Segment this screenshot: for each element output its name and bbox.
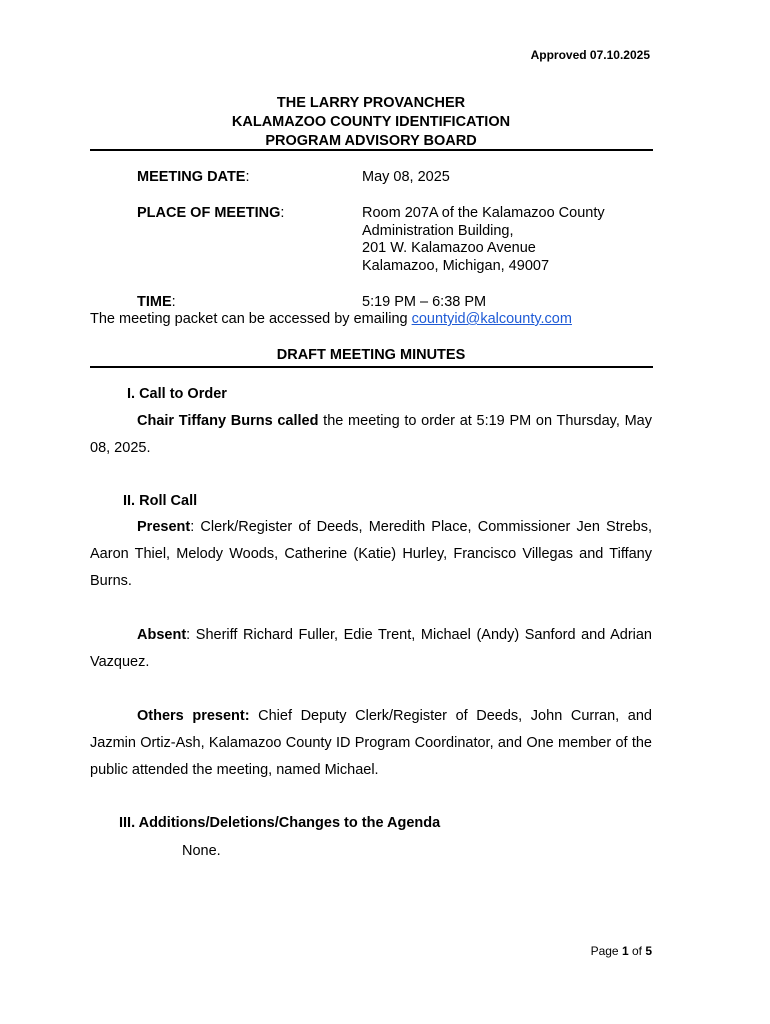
- place-label: PLACE OF MEETING:: [137, 205, 285, 221]
- title-divider: [90, 149, 653, 151]
- others-present-paragraph: Others present: Chief Deputy Clerk/Register of Deeds, John Curran, and Jazmin Ortiz-Ash, Kalamazoo County ID Program Coordinator, and One member of the public attended the meeting, named Michael.: [90, 708, 652, 778]
- section-agenda-changes-heading: III. Additions/Deletions/Changes to the Agenda: [119, 815, 441, 831]
- minutes-title: DRAFT MEETING MINUTES: [276, 347, 466, 363]
- document-title: [90, 94, 652, 151]
- packet-notice: The meeting packet can be accessed by emailing countyid@kalcounty.com: [90, 311, 572, 327]
- meeting-date-value: May 08, 2025: [362, 169, 450, 185]
- present-paragraph: Present: Clerk/Register of Deeds, Meredith Place, Commissioner Jen Strebs, Aaron Thiel, Melody Woods, Catherine (Katie) Hurley, Francisco Villegas and Tiffany Burns.: [90, 519, 652, 589]
- minutes-divider: [90, 366, 653, 368]
- page-number: Page 1 of 5: [590, 944, 652, 958]
- time-label: TIME:: [137, 294, 176, 310]
- title-line-2: KALAMAZOO COUNTY IDENTIFICATION: [231, 114, 511, 130]
- agenda-changes-text: None.: [182, 843, 221, 859]
- section-call-to-order-heading: I. Call to Order: [127, 386, 227, 402]
- meeting-date-label: MEETING DATE:: [137, 169, 250, 185]
- place-value: Room 207A of the Kalamazoo County Administration Building, 201 W. Kalamazoo Avenue Kalamazoo, Michigan, 49007: [362, 205, 605, 274]
- section-roll-call-heading: II. Roll Call: [123, 493, 198, 509]
- title-line-1: THE LARRY PROVANCHER: [276, 95, 466, 111]
- approved-date: Approved 07.10.2025: [530, 48, 650, 62]
- call-to-order-paragraph: Chair Tiffany Burns called the meeting to order at 5:19 PM on Thursday, May 08, 2025.: [90, 413, 652, 456]
- email-link[interactable]: countyid@kalcounty.com: [411, 311, 572, 327]
- title-line-3: PROGRAM ADVISORY BOARD: [265, 133, 477, 149]
- time-value: 5:19 PM – 6:38 PM: [362, 294, 487, 310]
- absent-paragraph: Absent: Sheriff Richard Fuller, Edie Trent, Michael (Andy) Sanford and Adrian Vazquez.: [90, 627, 652, 670]
